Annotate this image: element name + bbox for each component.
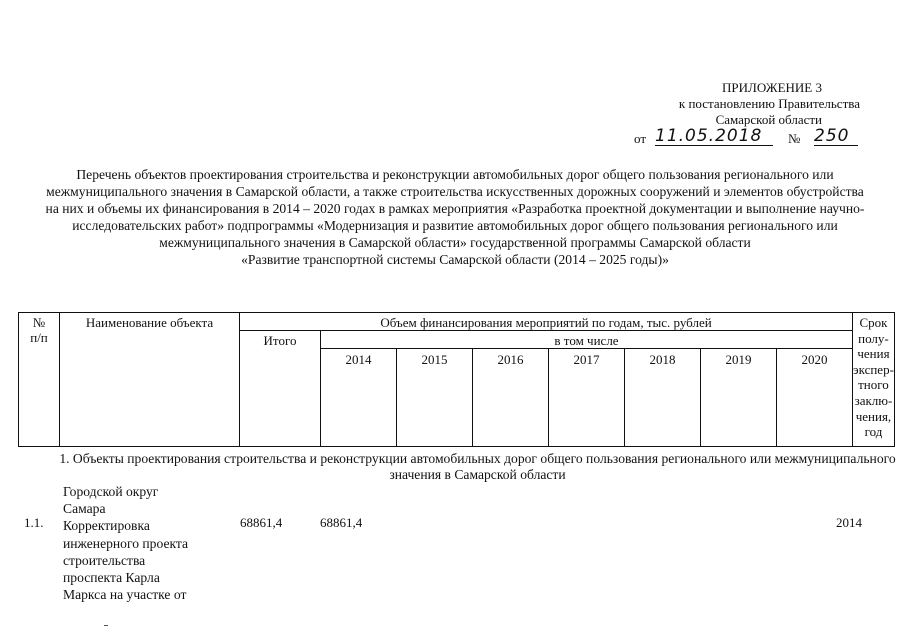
- appendix-title: ПРИЛОЖЕНИЕ 3: [722, 80, 822, 95]
- page-mark: [104, 625, 108, 626]
- row-value-2014: 68861,4: [320, 515, 363, 530]
- year-header: 2014: [321, 349, 397, 447]
- row-term: 2014: [836, 515, 862, 530]
- col-header-name: Наименование объекта: [60, 313, 240, 447]
- appendix-line3: Самарской области: [715, 112, 822, 127]
- appendix-header: [600, 80, 860, 149]
- heading-text: Перечень объектов проектирования строительства и реконструкции автомобильных дорог общего пользования регионального или межмуниципального значения в Самарской области, а также строительства искусственных дорожных сооружений и элементов обустройства на них и объемы их финансирования в 2014 – 2020 годах в рамках мероприятия «Разработка проектной документации и выполнение научно-исследовательских работ» подпрограммы «Модернизация и развитие автомобильных дорог общего пользования регионального или межмуниципального значения в Самарской области» государственной программы Самарской области: [45, 167, 865, 250]
- heading-last-line: «Развитие транспортной системы Самарской области (2014 – 2025 годы)»: [241, 252, 669, 267]
- col-header-no: № п/п: [19, 313, 60, 447]
- date-prefix: от: [634, 131, 647, 146]
- appendix-line2: к постановлению Правительства: [678, 96, 860, 111]
- col-header-total: Итого: [240, 331, 321, 447]
- section-title: 1. Объекты проектирования строительства и реконструкции автомобильных дорог общего пользования регионального или межмуниципального значения в Самарской области: [59, 451, 896, 482]
- col-header-term: Срок полу- чения экспер- тного заклю- чения, год: [853, 313, 895, 447]
- col-header-financing: Объем финансирования мероприятий по годам, тыс. рублей: [240, 313, 853, 331]
- year-header: 2016: [473, 349, 549, 447]
- object-name: Городской округ Самара Корректировка инженерного проекта строительства проспекта Карла Маркса на участке от: [63, 484, 189, 603]
- handwritten-number: 250: [814, 127, 858, 146]
- number-prefix: №: [788, 131, 801, 146]
- col-header-including: в том числе: [321, 331, 853, 349]
- year-header: 2019: [701, 349, 777, 447]
- row-total: 68861,4: [240, 515, 283, 530]
- year-header: 2020: [777, 349, 853, 447]
- year-header: 2015: [397, 349, 473, 447]
- handwritten-date: 11.05.2018: [655, 127, 773, 146]
- year-header: 2017: [549, 349, 625, 447]
- financing-table: [18, 312, 895, 447]
- year-header: 2018: [625, 349, 701, 447]
- appendix-date-number: [600, 126, 860, 149]
- document-heading: [40, 166, 870, 268]
- row-number: 1.1.: [24, 515, 44, 530]
